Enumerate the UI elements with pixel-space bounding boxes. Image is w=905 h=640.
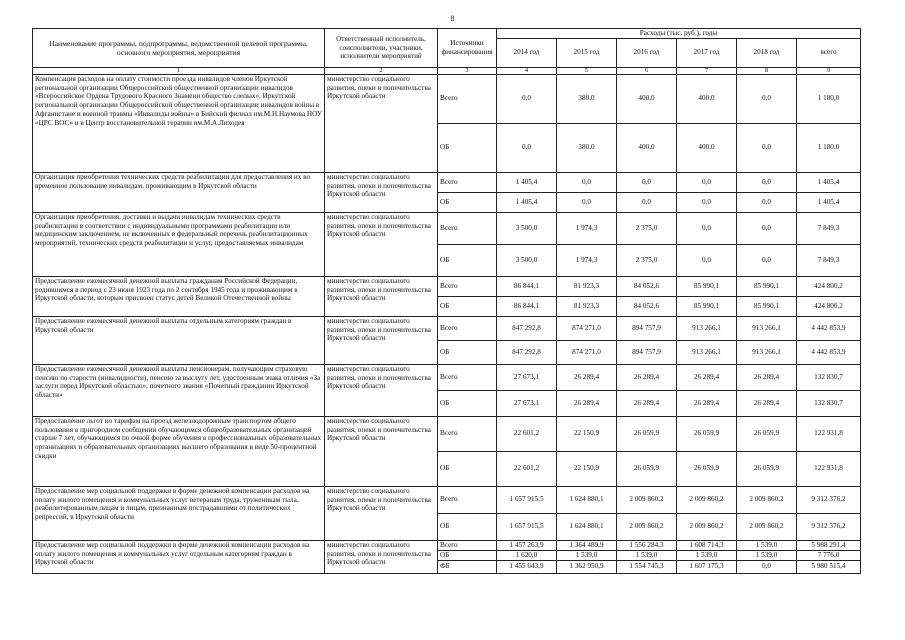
total-value: 122 931,8: [797, 416, 861, 451]
funding-source: ОБ: [438, 513, 497, 540]
year-value: 27 673,1: [497, 364, 557, 390]
header-total: всего: [797, 38, 861, 67]
year-value: 913 266,1: [737, 340, 797, 364]
header-year: 2014 год: [497, 38, 557, 67]
total-value: 1 405,4: [797, 172, 861, 192]
year-value: 26 059,9: [677, 416, 737, 451]
total-value: 4 442 853,9: [797, 316, 861, 340]
activity-name: Компенсация расходов на оплату стоимости проезда инвалидов членов Иркутской региональной организации Общероссийской общественной организации инвалидов «Всероссийское Ордена Трудового Красного Знамени общество слепых», Иркутской региональной организации Общероссийской общественной организации инвалидов войны в Афганистане и военной травмы «Инвалиды войны» в Бийский филиал им.М.Н.Наумова НОУ «ЦРС ВОС» и в Центр восстановительной терапии им.М.А.Лиходея: [33, 74, 325, 172]
header-year: 2017 год: [677, 38, 737, 67]
table-header: [33, 29, 861, 75]
year-value: 0,0: [677, 192, 737, 212]
table-row: [33, 212, 861, 244]
year-value: 26 059,9: [737, 451, 797, 486]
activity-name: Предоставление мер социальной поддержки в форме денежной компенсации расходов на оплату жилого помещения и коммунальных услуг ветеранам труда, труженикам тыла, реабилитированным лицам и лицам, признанным пострадавшими от политических репрессий, в Иркутской области: [33, 486, 325, 540]
year-value: 0,0: [617, 172, 677, 192]
year-value: 26 289,4: [677, 390, 737, 416]
header-year: 2016 год: [617, 38, 677, 67]
executor: министерство социального развития, опеки и попечительства Иркутской области: [325, 540, 438, 573]
executor: министерство социального развития, опеки и попечительства Иркутской области: [325, 416, 438, 486]
year-value: 2 375,0: [617, 244, 677, 276]
year-value: 1 624 880,1: [557, 513, 617, 540]
column-index: 6: [617, 67, 677, 74]
funding-source: Всего: [438, 416, 497, 451]
executor: министерство социального развития, опеки и попечительства Иркутской области: [325, 364, 438, 416]
funding-source: Всего: [438, 316, 497, 340]
year-value: 1 974,3: [557, 212, 617, 244]
header-expenses: Расходы (тыс. руб.), годы: [497, 29, 861, 39]
activity-name: Предоставление ежемесячной денежной выплаты отдельным категориям граждан в Иркутской области: [33, 316, 325, 364]
column-index: 4: [497, 67, 557, 74]
year-value: 85 990,1: [737, 276, 797, 296]
total-value: 424 800,2: [797, 276, 861, 296]
year-value: 86 844,1: [497, 276, 557, 296]
column-index: 8: [737, 67, 797, 74]
table-row: [33, 540, 861, 550]
year-value: 26 059,9: [617, 451, 677, 486]
funding-source: ОБ: [438, 340, 497, 364]
total-value: 9 312 376,2: [797, 513, 861, 540]
activity-name: Предоставление мер социальной поддержки в форме денежной компенсации расходов на оплату жилого помещения и коммунальных услуг отдельным категориям граждан в Иркутской области: [33, 540, 325, 573]
funding-source: Всего: [438, 212, 497, 244]
column-index: 9: [797, 67, 861, 74]
total-value: 132 830,7: [797, 390, 861, 416]
year-value: 894 757,9: [617, 340, 677, 364]
table-row: [33, 74, 861, 123]
year-value: 0,0: [737, 172, 797, 192]
year-value: 847 292,8: [497, 316, 557, 340]
year-value: 400,0: [677, 123, 737, 172]
year-value: 22 601,2: [497, 451, 557, 486]
activity-name: Предоставление ежемесячной денежной выплаты пенсионерам, получающим страховую пенсию по старости (инвалидности), пенсию за выслугу лет, удостоенным знака отличия «За заслуги перед Иркутской областью», почетного звания «Почетный гражданин Иркутской области»: [33, 364, 325, 416]
activity-name: Организация приобретения технических средств реабилитации для предоставления их во временное пользование инвалидам, проживающим в Иркутской области: [33, 172, 325, 212]
year-value: 1 405,4: [497, 172, 557, 192]
column-index-row: [33, 67, 861, 74]
year-value: 85 990,1: [677, 296, 737, 316]
year-value: 26 059,9: [617, 416, 677, 451]
year-value: 913 266,1: [677, 316, 737, 340]
year-value: 22 601,2: [497, 416, 557, 451]
year-value: 85 990,1: [737, 296, 797, 316]
year-value: 2 009 860,2: [617, 513, 677, 540]
year-value: 1 539,0: [557, 550, 617, 560]
total-value: 7 849,3: [797, 212, 861, 244]
total-value: 132 830,7: [797, 364, 861, 390]
activity-name: Предоставление льгот по тарифам на проезд железнодорожным транспортом общего пользования в пригородном сообщении обучающимся общеобразовательных организаций старше 7 лет, обучающимся по очной форме обучения в профессиональных образовательных организациях и образовательных организациях высшего образования в виде 50-процентной скидки: [33, 416, 325, 486]
total-value: 9 312 376,2: [797, 486, 861, 513]
year-value: 1 362 950,9: [557, 560, 617, 573]
year-value: 1 405,4: [497, 192, 557, 212]
year-value: 1 539,0: [737, 540, 797, 550]
year-value: 84 052,6: [617, 296, 677, 316]
year-value: 2 375,0: [617, 212, 677, 244]
funding-source: Всего: [438, 74, 497, 123]
year-value: 85 990,1: [677, 276, 737, 296]
funding-source: Всего: [438, 364, 497, 390]
year-value: 2 009 860,2: [617, 486, 677, 513]
year-value: 380,0: [557, 123, 617, 172]
activity-name: Предоставление ежемесячной денежной выплаты гражданам Российской Федерации, родившимся в период с 23 июня 1923 года по 2 сентября 1945 года и проживающим в Иркутской области, которым присвоен статус детей Великой Отечественной войны: [33, 276, 325, 316]
total-value: 1 405,4: [797, 192, 861, 212]
year-value: 3 500,0: [497, 244, 557, 276]
year-value: 1 657 915,5: [497, 486, 557, 513]
total-value: 4 442 853,9: [797, 340, 861, 364]
total-value: 5 988 291,4: [797, 540, 861, 550]
year-value: 1 364 489,9: [557, 540, 617, 550]
year-value: 1 608 714,3: [677, 540, 737, 550]
funding-source: ОБ: [438, 192, 497, 212]
total-value: 122 931,8: [797, 451, 861, 486]
year-value: 2 009 860,2: [737, 513, 797, 540]
year-value: 0,0: [677, 172, 737, 192]
year-value: 0,0: [737, 192, 797, 212]
column-index: 3: [438, 67, 497, 74]
year-value: 0,0: [737, 560, 797, 573]
year-value: 400,0: [677, 74, 737, 123]
column-index: 5: [557, 67, 617, 74]
year-value: 26 289,4: [677, 364, 737, 390]
funding-source: ОБ: [438, 123, 497, 172]
table-row: [33, 416, 861, 451]
header-source: Источники финансирования: [438, 29, 497, 68]
total-value: 1 180,0: [797, 123, 861, 172]
total-value: 7 849,3: [797, 244, 861, 276]
year-value: 874 271,0: [557, 340, 617, 364]
year-value: 913 266,1: [737, 316, 797, 340]
year-value: 26 289,4: [737, 364, 797, 390]
year-value: 913 266,1: [677, 340, 737, 364]
funding-source: ОБ: [438, 550, 497, 560]
year-value: 1 554 745,3: [617, 560, 677, 573]
year-value: 1 539,0: [737, 550, 797, 560]
column-index: 7: [677, 67, 737, 74]
year-value: 26 289,4: [557, 390, 617, 416]
total-value: 424 800,2: [797, 296, 861, 316]
year-value: 874 271,0: [557, 316, 617, 340]
table-row: [33, 364, 861, 390]
executor: министерство социального развития, опеки и попечительства Иркутской области: [325, 316, 438, 364]
funding-source: ОБ: [438, 296, 497, 316]
table-row: [33, 172, 861, 192]
header-name: Наименование программы, подпрограммы, ведомственной целевой программы, основного мероприятия, мероприятия: [33, 29, 325, 68]
table-body: [33, 74, 861, 573]
year-value: 1 657 915,5: [497, 513, 557, 540]
page-number: 8: [450, 14, 455, 23]
year-value: 0,0: [677, 212, 737, 244]
year-value: 26 289,4: [617, 390, 677, 416]
year-value: 0,0: [737, 244, 797, 276]
year-value: 1 539,0: [617, 550, 677, 560]
year-value: 3 500,0: [497, 212, 557, 244]
funding-source: Всего: [438, 486, 497, 513]
year-value: 1 624 880,1: [557, 486, 617, 513]
year-value: 26 289,4: [557, 364, 617, 390]
year-value: 26 059,9: [677, 451, 737, 486]
header-year: 2018 год: [737, 38, 797, 67]
year-value: 1 974,3: [557, 244, 617, 276]
year-value: 1 607 175,3: [677, 560, 737, 573]
year-value: 1 539,0: [677, 550, 737, 560]
year-value: 400,0: [617, 74, 677, 123]
year-value: 27 673,1: [497, 390, 557, 416]
column-index: 2: [325, 67, 438, 74]
year-value: 81 923,3: [557, 276, 617, 296]
funding-source: ОБ: [438, 390, 497, 416]
year-value: 1 556 284,3: [617, 540, 677, 550]
table-row: [33, 276, 861, 296]
activity-name: Организация приобретения, доставки и выдачи инвалидам технических средств реабилитации в соответствии с индивидуальными программами реабилитации или медицинским заключением, не включенных в федеральный перечень реабилитационных мероприятий, технических средств реабилитации и услуг, предоставляемых инвалидам: [33, 212, 325, 276]
total-value: 5 980 515,4: [797, 560, 861, 573]
year-value: 0,0: [737, 74, 797, 123]
funding-source: Всего: [438, 276, 497, 296]
funding-source: ФБ: [438, 560, 497, 573]
year-value: 22 150,9: [557, 416, 617, 451]
funding-source: Всего: [438, 172, 497, 192]
year-value: 894 757,9: [617, 316, 677, 340]
year-value: 1 457 263,9: [497, 540, 557, 550]
year-value: 0,0: [557, 192, 617, 212]
funding-source: ОБ: [438, 451, 497, 486]
year-value: 84 052,6: [617, 276, 677, 296]
executor: министерство социального развития, опеки и попечительства Иркутской области: [325, 276, 438, 316]
year-value: 2 009 860,2: [677, 513, 737, 540]
year-value: 380,0: [557, 74, 617, 123]
year-value: 2 009 860,2: [677, 486, 737, 513]
year-value: 1 455 643,9: [497, 560, 557, 573]
expenses-table: [32, 28, 861, 574]
header-year: 2015 год: [557, 38, 617, 67]
executor: министерство социального развития, опеки и попечительства Иркутской области: [325, 486, 438, 540]
year-value: 0,0: [557, 172, 617, 192]
executor: министерство социального развития, опеки и попечительства Иркутской области: [325, 74, 438, 172]
year-value: 26 059,9: [737, 416, 797, 451]
executor: министерство социального развития, опеки и попечительства Иркутской области: [325, 172, 438, 212]
year-value: 81 923,3: [557, 296, 617, 316]
header-executor: Ответственный исполнитель, соисполнители, участники, исполнители мероприятий: [325, 29, 438, 68]
year-value: 22 150,9: [557, 451, 617, 486]
funding-source: Всего: [438, 540, 497, 550]
year-value: 26 289,4: [737, 390, 797, 416]
funding-source: ОБ: [438, 244, 497, 276]
year-value: 0,0: [617, 192, 677, 212]
year-value: 400,0: [617, 123, 677, 172]
total-value: 1 180,0: [797, 74, 861, 123]
executor: министерство социального развития, опеки и попечительства Иркутской области: [325, 212, 438, 276]
year-value: 0,0: [737, 212, 797, 244]
year-value: 2 009 860,2: [737, 486, 797, 513]
table-row: [33, 486, 861, 513]
year-value: 86 844,1: [497, 296, 557, 316]
year-value: 847 292,8: [497, 340, 557, 364]
year-value: 0,0: [497, 74, 557, 123]
table-row: [33, 316, 861, 340]
column-index: 1: [33, 67, 325, 74]
total-value: 7 776,0: [797, 550, 861, 560]
year-value: 0,0: [737, 123, 797, 172]
year-value: 0,0: [677, 244, 737, 276]
year-value: 1 620,0: [497, 550, 557, 560]
year-value: 0,0: [497, 123, 557, 172]
year-value: 26 289,4: [617, 364, 677, 390]
